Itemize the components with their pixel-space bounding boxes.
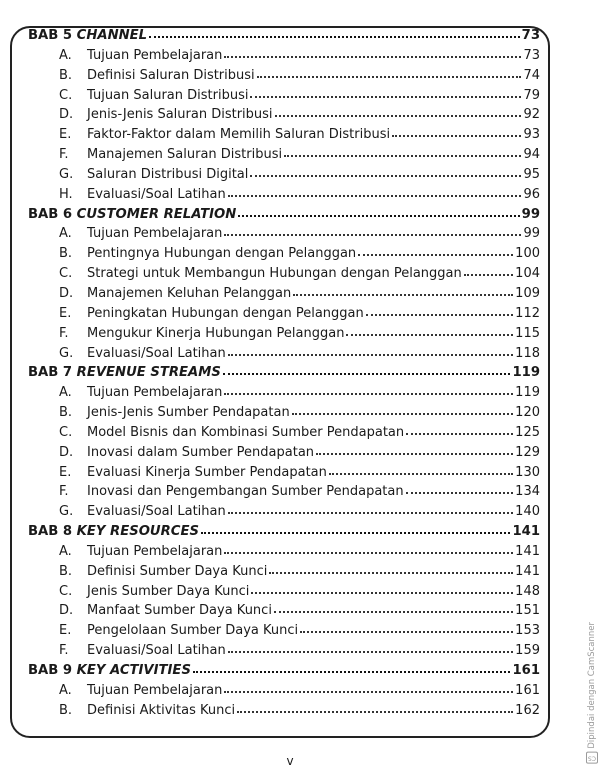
entry-page-number: 79	[523, 87, 540, 103]
entry-letter: F.	[59, 147, 69, 163]
toc-entry	[28, 403, 540, 423]
chapter-label: BAB 9	[28, 663, 73, 678]
page-number: v	[286, 754, 294, 768]
entry-page-number: 140	[515, 504, 540, 520]
toc-entry	[28, 86, 540, 106]
dot-leader	[284, 145, 521, 157]
entry-page-number: 104	[515, 266, 540, 282]
entry-letter: A.	[59, 47, 72, 63]
entry-letter: B.	[59, 702, 73, 718]
entry-title: Evaluasi/Soal Latihan	[87, 643, 226, 659]
toc-entry	[28, 304, 540, 324]
toc-entry	[28, 284, 540, 304]
entry-title: Peningkatan Hubungan dengan Pelanggan	[87, 305, 364, 321]
toc-entry	[28, 443, 540, 463]
entry-letter: D.	[59, 603, 74, 619]
chapter-label: BAB 5	[28, 28, 73, 43]
entry-page-number: 99	[523, 226, 540, 242]
entry-title: Tujuan Saluran Distribusi	[87, 87, 249, 103]
toc-entry	[28, 542, 540, 562]
entry-letter: B.	[59, 405, 73, 421]
toc-entry	[28, 145, 540, 165]
dot-leader	[293, 284, 513, 296]
entry-title: Definisi Aktivitas Kunci	[87, 702, 236, 718]
dot-leader	[250, 165, 521, 177]
dot-leader	[329, 463, 513, 475]
entry-title: Saluran Distribusi Digital	[87, 166, 249, 182]
entry-title: Jenis-Jenis Saluran Distribusi	[87, 107, 273, 123]
entry-letter: D.	[59, 444, 74, 460]
entry-title: Tujuan Pembelajaran	[87, 385, 223, 401]
toc-entry	[28, 46, 540, 66]
toc-entry	[28, 324, 540, 344]
entry-letter: G.	[59, 504, 74, 520]
toc-entry	[28, 244, 540, 264]
entry-letter: F.	[59, 325, 69, 341]
dot-leader	[193, 661, 511, 673]
entry-page-number: 159	[515, 643, 540, 659]
dot-leader	[257, 66, 522, 78]
toc-entry	[28, 165, 540, 185]
entry-page-number: 120	[515, 405, 540, 421]
toc-entry	[28, 463, 540, 483]
camscanner-logo-icon: CS	[586, 752, 598, 764]
dot-leader	[224, 542, 513, 554]
entry-page-number: 109	[515, 285, 540, 301]
entry-page-number: 115	[515, 325, 540, 341]
dot-leader	[228, 185, 522, 197]
entry-title: Manfaat Sumber Daya Kunci	[87, 603, 272, 619]
entry-page-number: 96	[523, 186, 540, 202]
dot-leader	[238, 205, 519, 217]
toc-entry	[28, 185, 540, 205]
entry-letter: G.	[59, 166, 74, 182]
watermark-text: Dipindai dengan CamScanner	[587, 622, 597, 749]
entry-page-number: 141	[515, 563, 540, 579]
entry-page-number: 118	[515, 345, 540, 361]
toc-entry	[28, 681, 540, 701]
entry-page-number: 125	[515, 424, 540, 440]
chapter-page-number: 161	[512, 663, 540, 678]
entry-title: Definisi Sumber Daya Kunci	[87, 563, 268, 579]
entry-title: Definisi Saluran Distribusi	[87, 67, 255, 83]
entry-letter: H.	[59, 186, 73, 202]
entry-title: Tujuan Pembelajaran	[87, 47, 223, 63]
entry-page-number: 151	[515, 603, 540, 619]
entry-title: Model Bisnis dan Kombinasi Sumber Pendapatan	[87, 424, 405, 440]
dot-leader	[224, 681, 513, 693]
entry-letter: C.	[59, 424, 73, 440]
entry-letter: A.	[59, 226, 72, 242]
entry-title: Pengelolaan Sumber Daya Kunci	[87, 623, 299, 639]
entry-letter: D.	[59, 285, 74, 301]
chapter-page-number: 73	[521, 28, 540, 43]
entry-title: Tujuan Pembelajaran	[87, 682, 223, 698]
toc-entry	[28, 125, 540, 145]
chapter-heading	[28, 522, 540, 542]
entry-title: Faktor-Faktor dalam Memilih Saluran Distribusi	[87, 127, 391, 143]
entry-title: Evaluasi/Soal Latihan	[87, 345, 226, 361]
entry-page-number: 162	[515, 702, 540, 718]
table-of-contents	[28, 26, 540, 721]
dot-leader	[251, 582, 513, 594]
entry-letter: D.	[59, 107, 74, 123]
dot-leader	[269, 562, 513, 574]
chapter-heading	[28, 205, 540, 225]
entry-page-number: 119	[515, 385, 540, 401]
chapter-heading	[28, 661, 540, 681]
entry-letter: E.	[59, 623, 72, 639]
entry-title: Strategi untuk Membangun Hubungan dengan Pelanggan	[87, 266, 462, 282]
entry-title: Manajemen Saluran Distribusi	[87, 147, 283, 163]
chapter-title: CHANNEL	[76, 28, 148, 43]
chapter-label: BAB 6	[28, 206, 73, 222]
entry-letter: C.	[59, 266, 73, 282]
toc-entry	[28, 601, 540, 621]
entry-letter: C.	[59, 87, 73, 103]
entry-letter: B.	[59, 67, 73, 83]
entry-page-number: 129	[515, 444, 540, 460]
dot-leader	[250, 86, 521, 98]
entry-page-number: 100	[515, 246, 540, 262]
entry-letter: F.	[59, 484, 69, 500]
chapter-title: CUSTOMER RELATION	[76, 206, 237, 222]
entry-title: Jenis Sumber Daya Kunci	[87, 583, 250, 599]
toc-entry	[28, 621, 540, 641]
dot-leader	[237, 701, 513, 713]
toc-entry	[28, 502, 540, 522]
dot-leader	[224, 224, 521, 236]
toc-entry	[28, 264, 540, 284]
entry-letter: C.	[59, 583, 73, 599]
entry-page-number: 94	[523, 147, 540, 163]
toc-entry	[28, 224, 540, 244]
entry-title: Jenis-Jenis Sumber Pendapatan	[87, 405, 290, 421]
dot-leader	[223, 363, 511, 375]
dot-leader	[201, 522, 511, 534]
chapter-title: KEY ACTIVITIES	[76, 663, 191, 678]
entry-letter: E.	[59, 305, 72, 321]
dot-leader	[149, 26, 520, 38]
chapter-label: BAB 8	[28, 524, 73, 540]
toc-entry	[28, 641, 540, 661]
entry-letter: B.	[59, 246, 73, 262]
dot-leader	[228, 502, 513, 514]
entry-title: Manajemen Keluhan Pelanggan	[87, 285, 292, 301]
entry-page-number: 73	[523, 47, 540, 63]
dot-leader	[274, 601, 513, 613]
dot-leader	[392, 125, 521, 137]
dot-leader	[275, 105, 522, 117]
entry-title: Tujuan Pembelajaran	[87, 226, 223, 242]
entry-page-number: 161	[515, 682, 540, 698]
entry-letter: A.	[59, 682, 72, 698]
entry-letter: B.	[59, 563, 73, 579]
dot-leader	[366, 304, 513, 316]
entry-letter: A.	[59, 543, 72, 559]
entry-letter: A.	[59, 385, 72, 401]
entry-title: Tujuan Pembelajaran	[87, 543, 223, 559]
entry-letter: E.	[59, 127, 72, 143]
entry-title: Evaluasi Kinerja Sumber Pendapatan	[87, 464, 327, 480]
entry-page-number: 148	[515, 583, 540, 599]
entry-letter: G.	[59, 345, 74, 361]
toc-entry	[28, 66, 540, 86]
dot-leader	[224, 383, 513, 395]
toc-entry	[28, 423, 540, 443]
toc-entry	[28, 105, 540, 125]
chapter-page-number: 141	[512, 524, 540, 540]
chapter-heading	[28, 363, 540, 383]
entry-page-number: 134	[515, 484, 540, 500]
dot-leader	[300, 621, 513, 633]
entry-letter: E.	[59, 464, 72, 480]
dot-leader	[406, 482, 514, 494]
dot-leader	[292, 403, 513, 415]
chapter-heading	[28, 26, 540, 46]
dot-leader	[358, 244, 513, 256]
entry-title: Evaluasi/Soal Latihan	[87, 186, 226, 202]
chapter-label: BAB 7	[28, 365, 73, 381]
dot-leader	[228, 641, 513, 653]
entry-page-number: 93	[523, 127, 540, 143]
entry-title: Pentingnya Hubungan dengan Pelanggan	[87, 246, 357, 262]
chapter-page-number: 119	[512, 365, 540, 381]
entry-page-number: 74	[523, 67, 540, 83]
entry-title: Mengukur Kinerja Hubungan Pelanggan	[87, 325, 345, 341]
entry-title: Inovasi dan Pengembangan Sumber Pendapatan	[87, 484, 404, 500]
dot-leader	[316, 443, 513, 455]
dot-leader	[224, 46, 521, 58]
chapter-page-number: 99	[521, 206, 540, 222]
toc-entry	[28, 383, 540, 403]
toc-entry	[28, 344, 540, 364]
dot-leader	[346, 324, 513, 336]
toc-entry	[28, 582, 540, 602]
dot-leader	[406, 423, 513, 435]
entry-page-number: 95	[523, 166, 540, 182]
toc-entry	[28, 482, 540, 502]
camscanner-watermark	[586, 622, 598, 764]
entry-title: Evaluasi/Soal Latihan	[87, 504, 226, 520]
entry-page-number: 141	[515, 543, 540, 559]
dot-leader	[228, 344, 513, 356]
dot-leader	[464, 264, 513, 276]
entry-title: Inovasi dalam Sumber Pendapatan	[87, 444, 315, 460]
entry-page-number: 130	[515, 464, 540, 480]
entry-page-number: 112	[515, 305, 540, 321]
chapter-title: KEY RESOURCES	[76, 524, 199, 540]
entry-letter: F.	[59, 643, 69, 659]
toc-entry	[28, 701, 540, 721]
chapter-title: REVENUE STREAMS	[76, 365, 221, 381]
entry-page-number: 92	[523, 107, 540, 123]
toc-entry	[28, 562, 540, 582]
entry-page-number: 153	[515, 623, 540, 639]
